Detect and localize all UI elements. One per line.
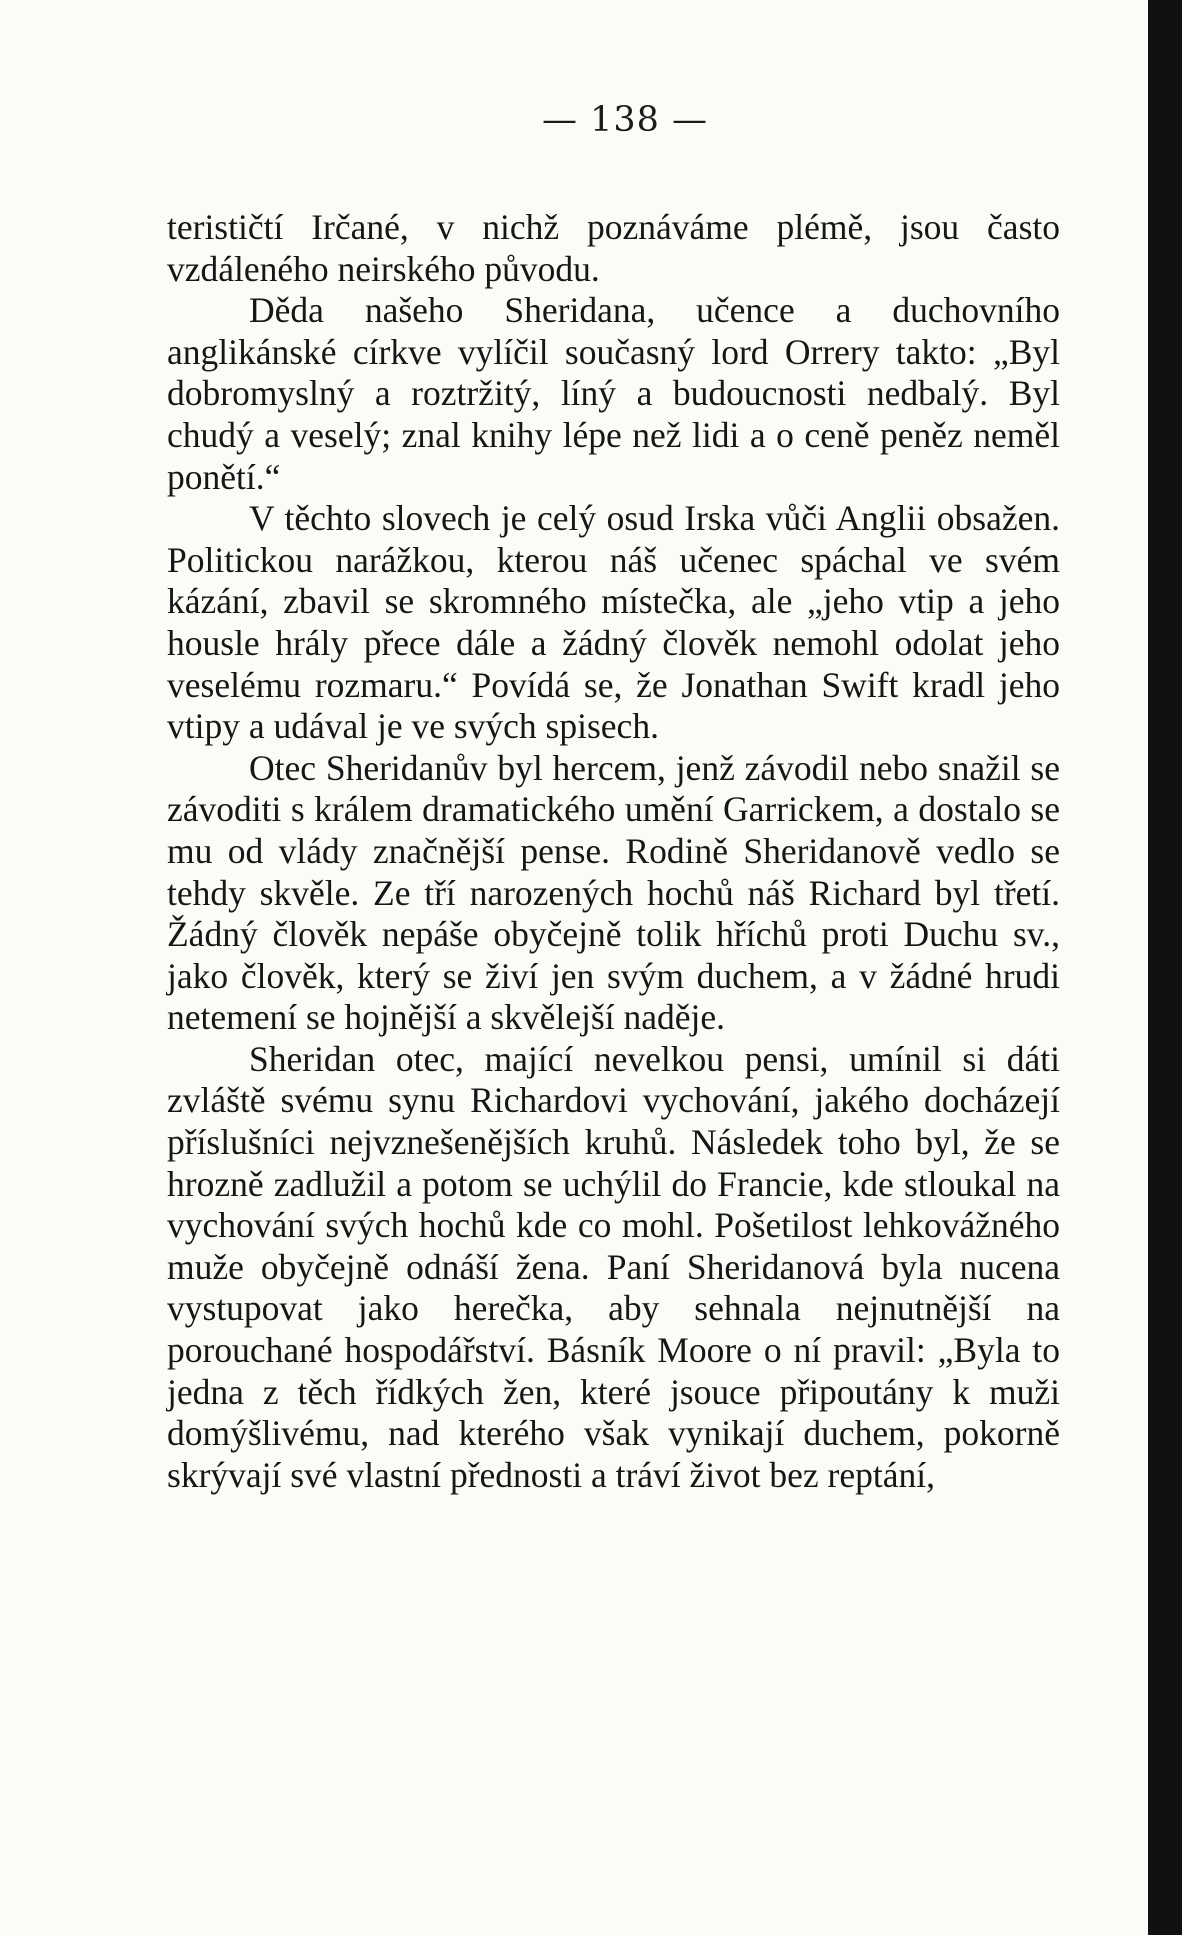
paragraph-3: V těchto slovech je celý osud Irska vůči Anglii obsažen. Politickou narážkou, kterou náš učenec spáchal ve svém kázání, zbavil se skromného místečka, ale „jeho vtip a jeho housle hrály přece dále a žádný člověk nemohl odolat jeho veselému rozmaru.“ Povídá se, že Jonathan Swift kradl jeho vtipy a udával je ve svých spisech. <box>167 498 1060 747</box>
page-number: — 138 — <box>541 100 709 140</box>
body-text <box>167 207 1060 1496</box>
paragraph-2: Děda našeho Sheridana, učence a duchovního anglikánské církve vylíčil současný lord Orrery takto: „Byl dobromyslný a roztržitý, líný a budoucnosti nedbalý. Byl chudý a veselý; znal knihy lépe než lidi a o ceně peněz neměl ponětí.“ <box>167 290 1060 497</box>
paragraph-4: Otec Sheridanův byl hercem, jenž závodil nebo snažil se závoditi s králem dramatického umění Garrickem, a dostalo se mu od vlády značnější pense. Rodině Sheridanově vedlo se tehdy skvěle. Ze tří narozených hochů náš Richard byl třetí. Žádný člověk nepáše obyčejně tolik hříchů proti Duchu sv., jako člověk, který se živí jen svým duchem, a v žádné hrudi netemení se hojnější a skvělejší naděje. <box>167 747 1060 1038</box>
paragraph-1: terističtí Irčané, v nichž poznáváme plémě, jsou často vzdáleného neirského původu. <box>167 207 1060 289</box>
paragraph-5: Sheridan otec, mající nevelkou pensi, umínil si dáti zvláště svému synu Richardovi vychování, jakého docházejí příslušníci nejvznešenějších kruhů. Následek toho byl, že se hrozně zadlužil a potom se uchýlil do Francie, kde stloukal na vychování svých hochů kde co mohl. Pošetilost lehkovážného muže obyčejně odnáší žena. Paní Sheridanová byla nucena vystupovat jako herečka, aby sehnala nejnutnější na porouchané hospodářství. Básník Moore o ní pravil: „Byla to jedna z těch řídkých žen, které jsouce připoutány k muži domýšlivému, nad kterého však vynikají duchem, pokorně skrývají své vlastní přednosti a tráví život bez reptání, <box>167 1038 1060 1495</box>
scan-edge-border <box>1148 0 1182 1935</box>
